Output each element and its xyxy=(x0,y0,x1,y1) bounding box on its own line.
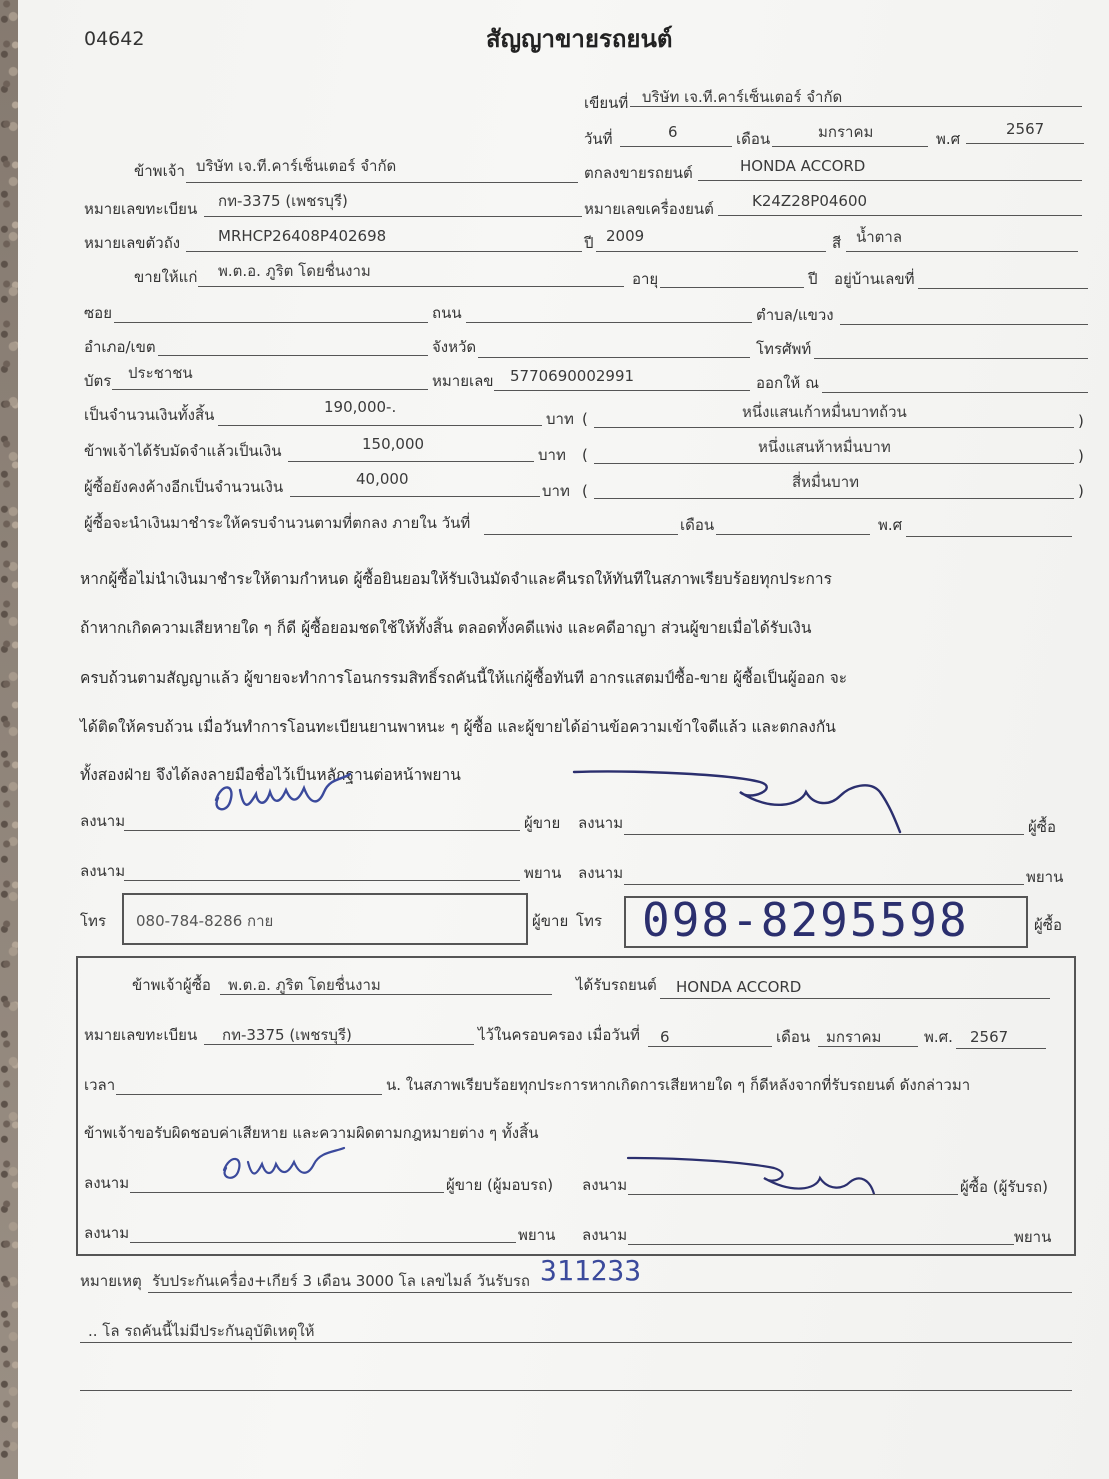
receipt-month-line xyxy=(818,1046,918,1047)
seller-phone-suffix: ผู้ขาย xyxy=(532,912,569,930)
province-label: จังหวัด xyxy=(432,338,477,356)
seller-label: ข้าพเจ้า xyxy=(134,162,185,180)
remarks-line-3 xyxy=(80,1390,1072,1391)
day-line xyxy=(620,146,732,147)
total-line xyxy=(218,425,542,426)
agree-sell-label: ตกลงขายรถยนต์ xyxy=(584,164,693,182)
terms-line-5: ทั้งสองฝ่าย จึงได้ลงลายมือชื่อไว้เป็นหลักฐานต่อหน้าพยาน xyxy=(80,766,461,784)
plate-label: หมายเลขทะเบียน xyxy=(84,200,198,218)
sign-label-witness-2: ลงนาม xyxy=(578,864,624,882)
road-label: ถนน xyxy=(432,304,462,322)
plate-value: กท-3375 (เพชรบุรี) xyxy=(218,192,348,210)
witness-2-label: พยาน xyxy=(1026,868,1064,886)
due-month-label: เดือน xyxy=(680,516,715,534)
deposit-close-paren: ) xyxy=(1078,447,1084,465)
remaining-value: 40,000 xyxy=(356,470,409,488)
deposit-open-paren: ( xyxy=(582,446,588,464)
card-type-line xyxy=(112,389,428,390)
color-line xyxy=(846,251,1078,252)
receipt-sign-label-seller: ลงนาม xyxy=(84,1174,130,1192)
receipt-buyer-sign-line xyxy=(628,1194,958,1195)
remarks-label: หมายเหตุ xyxy=(80,1272,142,1290)
engine-value: K24Z28P04600 xyxy=(752,192,868,210)
address-label: อยู่บ้านเลขที่ xyxy=(834,270,915,288)
phone-label: โทรศัพท์ xyxy=(756,340,812,358)
total-words: หนึ่งแสนเก้าหมื่นบาทถ้วน xyxy=(742,403,907,421)
month-line xyxy=(772,146,928,147)
date-label: วันที่ xyxy=(584,130,613,148)
sign-label-buyer: ลงนาม xyxy=(578,814,624,832)
issued-at-label: ออกให้ ณ xyxy=(756,374,819,392)
month-value: มกราคม xyxy=(818,123,874,141)
due-month-line xyxy=(716,534,870,535)
total-baht-label: บาท xyxy=(546,410,574,428)
receipt-seller-role: ผู้ขาย (ผู้มอบรถ) xyxy=(446,1176,554,1194)
terms-line-3: ครบถ้วนตามสัญญาแล้ว ผู้ขายจะทำการโอนกรรมสิทธิ์รถคันนี้ให้แก่ผู้ซื้อทันที อากรแสตมป์ซื้อ-ขาย ผู้ซื้อเป็นผู้ออก จะ xyxy=(80,669,848,687)
remaining-close-paren: ) xyxy=(1078,482,1084,500)
issued-at-line xyxy=(822,392,1088,393)
address-line xyxy=(918,288,1088,289)
total-words-line xyxy=(594,427,1074,428)
witness-1-label: พยาน xyxy=(524,864,562,882)
buyer-name-line xyxy=(198,286,624,287)
plate-line xyxy=(204,216,582,217)
receipt-car: HONDA ACCORD xyxy=(676,978,802,996)
color-label: สี xyxy=(832,234,842,252)
receipt-buyer-name: พ.ต.อ. ภูริต โดยชื่นงาม xyxy=(228,976,381,994)
year-label: พ.ศ xyxy=(936,130,961,148)
year-line xyxy=(966,143,1084,144)
receipt-day: 6 xyxy=(660,1028,670,1046)
district-line xyxy=(158,355,428,356)
written-at-label: เขียนที่ xyxy=(584,94,629,112)
receipt-car-line xyxy=(660,998,1050,999)
terms-line-2: ถ้าหากเกิดความเสียหายใด ๆ ก็ดี ผู้ซื้อยอมชดใช้ให้ทั้งสิ้น ตลอดทั้งคดีแพ่ง และคดีอาญา ส่วนผู้ขายเมื่อได้รับเงิน xyxy=(80,619,812,637)
remarks-line-1 xyxy=(148,1292,1072,1293)
deposit-label: ข้าพเจ้าได้รับมัดจำแล้วเป็นเงิน xyxy=(84,442,282,460)
buyer-phone-label: โทร xyxy=(576,912,603,930)
witness-2-line xyxy=(624,884,1024,885)
car-line xyxy=(698,180,1082,181)
receipt-month: มกราคม xyxy=(826,1028,882,1046)
receipt-buyer-signature-mark xyxy=(624,1150,884,1206)
due-year-line xyxy=(906,536,1072,537)
sign-label-seller: ลงนาม xyxy=(80,812,126,830)
remaining-baht-label: บาท xyxy=(542,482,570,500)
buyer-role-label: ผู้ซื้อ xyxy=(1028,818,1056,836)
terms-line-4: ได้ติดให้ครบถ้วน เมื่อวันทำการโอนทะเบียนยานพาหนะ ๆ ผู้ซื้อ และผู้ขายได้อ่านข้อความเข้าใจดีแล้ว และตกลงกัน xyxy=(80,718,836,736)
receipt-sign-label-witness-2: ลงนาม xyxy=(582,1226,628,1244)
year-value: 2567 xyxy=(1006,120,1045,138)
receipt-received-label: ได้รับรถยนต์ xyxy=(576,976,657,994)
color-value: น้ำตาล xyxy=(856,228,903,246)
receipt-condition-text: น. ในสภาพเรียบร้อยทุกประการหากเกิดการเสียหายใด ๆ ก็ดีหลังจากที่รับรถยนต์ ดังกล่าวมา xyxy=(386,1076,971,1094)
receipt-witness-1-label: พยาน xyxy=(518,1226,556,1244)
vehicle-year-value: 2009 xyxy=(606,227,645,245)
receipt-sign-label-witness-1: ลงนาม xyxy=(84,1224,130,1242)
due-day-line xyxy=(484,534,678,535)
deposit-words: หนึ่งแสนห้าหมื่นบาท xyxy=(758,438,891,456)
receipt-month-label: เดือน xyxy=(776,1028,811,1046)
subdistrict-label: ตำบล/แขวง xyxy=(756,306,834,324)
buyer-name: พ.ต.อ. ภูริต โดยชื่นงาม xyxy=(218,262,371,280)
written-at-value: บริษัท เจ.ที.คาร์เซ็นเตอร์ จำกัด xyxy=(642,88,843,106)
remaining-words: สี่หมื่นบาท xyxy=(792,473,860,491)
receipt-seller-sign-line xyxy=(130,1192,444,1193)
day-value: 6 xyxy=(668,123,678,141)
sign-label-witness-1: ลงนาม xyxy=(80,862,126,880)
province-line xyxy=(478,357,750,358)
terms-line-1: หากผู้ซื้อไม่นำเงินมาชำระให้ตามกำหนด ผู้ซื้อยินยอมให้รับเงินมัดจำและคืนรถให้ทันทีในสภาพเรียบร้อยทุกประการ xyxy=(80,570,832,588)
total-open-paren: ( xyxy=(582,410,588,428)
phone-label: โทร xyxy=(80,912,107,930)
car-model: HONDA ACCORD xyxy=(740,157,866,175)
receipt-witness-2-line xyxy=(628,1244,1014,1245)
seller-name: บริษัท เจ.ที.คาร์เซ็นเตอร์ จำกัด xyxy=(196,157,397,175)
remaining-label: ผู้ซื้อยังคงค้างอีกเป็นจำนวนเงิน xyxy=(84,478,284,496)
district-label: อำเภอ/เขต xyxy=(84,338,156,356)
receipt-year-label: พ.ศ. xyxy=(924,1028,953,1046)
receipt-section xyxy=(76,956,1076,1256)
receipt-witness-2-label: พยาน xyxy=(1014,1228,1052,1246)
chassis-line xyxy=(186,251,582,252)
phone-line xyxy=(814,358,1088,359)
chassis-value: MRHCP26408P402698 xyxy=(218,227,387,245)
document-number: 04642 xyxy=(84,28,145,50)
document-title: สัญญาขายรถยนต์ xyxy=(486,25,673,53)
due-label: ผู้ซื้อจะนำเงินมาชำระให้ครบจำนวนตามที่ตกลง ภายใน วันที่ xyxy=(84,514,471,532)
witness-1-line xyxy=(124,880,520,881)
age-line xyxy=(660,287,804,288)
age-label: อายุ xyxy=(632,270,659,288)
receipt-possession-label: ไว้ในครอบครอง เมื่อวันที่ xyxy=(478,1026,640,1044)
receipt-seller-signature-mark xyxy=(210,1144,360,1194)
deposit-line xyxy=(288,461,534,462)
receipt-plate-line xyxy=(204,1044,474,1045)
total-value: 190,000-. xyxy=(324,398,397,416)
engine-label: หมายเลขเครื่องยนต์ xyxy=(584,200,714,218)
receipt-buyer-line xyxy=(220,994,552,995)
buyer-phone: 098-8295598 xyxy=(642,893,969,947)
receipt-buyer-label: ข้าพเจ้าผู้ซื้อ xyxy=(132,976,211,994)
receipt-time-label: เวลา xyxy=(84,1076,116,1094)
total-label: เป็นจำนวนเงินทั้งสิ้น xyxy=(84,406,215,424)
remarks-mileage: 311233 xyxy=(540,1254,642,1287)
engine-line xyxy=(718,215,1082,216)
remaining-open-paren: ( xyxy=(582,482,588,500)
age-year-label: ปี xyxy=(808,270,818,288)
subdistrict-line xyxy=(840,324,1088,325)
due-year-label: พ.ศ xyxy=(878,516,903,534)
soi-line xyxy=(114,322,428,323)
deposit-words-line xyxy=(594,463,1074,464)
road-line xyxy=(466,322,752,323)
receipt-day-line xyxy=(648,1046,772,1047)
soi-label: ซอย xyxy=(84,304,112,322)
receipt-year-line xyxy=(956,1048,1046,1049)
card-number-label: หมายเลข xyxy=(432,372,494,390)
card-label: บัตร xyxy=(84,372,112,390)
receipt-plate: กท-3375 (เพชรบุรี) xyxy=(222,1026,352,1044)
receipt-responsibility: ข้าพเจ้าขอรับผิดชอบค่าเสียหาย และความผิดตามกฎหมายต่าง ๆ ทั้งสิ้น xyxy=(84,1124,539,1142)
sell-to-label: ขายให้แก่ xyxy=(134,268,198,286)
receipt-plate-label: หมายเลขทะเบียน xyxy=(84,1026,198,1044)
seller-line xyxy=(186,182,578,183)
buyer-phone-suffix: ผู้ซื้อ xyxy=(1034,916,1062,934)
vehicle-year-line xyxy=(596,251,826,252)
chassis-label: หมายเลขตัวถัง xyxy=(84,234,181,252)
receipt-time-line xyxy=(116,1094,382,1095)
deposit-baht-label: บาท xyxy=(538,446,566,464)
card-number-line xyxy=(494,390,750,391)
deposit-value: 150,000 xyxy=(362,435,425,453)
seller-sign-line xyxy=(124,830,520,831)
remarks-text-2: .. โล รถคันนี้ไม่มีประกันอุบัติเหตุให้ xyxy=(88,1322,315,1340)
seller-role-label: ผู้ขาย xyxy=(524,814,561,832)
buyer-sign-line xyxy=(624,834,1024,835)
written-at-line xyxy=(630,106,1082,107)
seller-signature-mark xyxy=(200,770,360,830)
remarks-line-2 xyxy=(80,1342,1072,1343)
receipt-sign-label-buyer: ลงนาม xyxy=(582,1176,628,1194)
remaining-line xyxy=(290,496,540,497)
remarks-text-1: รับประกันเครื่อง+เกียร์ 3 เดือน 3000 โล เลขไมล์ วันรับรถ xyxy=(152,1272,531,1290)
seller-phone: 080-784-8286 กาย xyxy=(136,912,274,930)
card-type-value: ประชาชน xyxy=(128,364,193,382)
receipt-buyer-role: ผู้ซื้อ (ผู้รับรถ) xyxy=(960,1178,1048,1196)
remaining-words-line xyxy=(594,498,1074,499)
receipt-witness-1-line xyxy=(130,1242,516,1243)
vehicle-year-label: ปี xyxy=(584,234,594,252)
total-close-paren: ) xyxy=(1078,412,1084,430)
receipt-year: 2567 xyxy=(970,1028,1009,1046)
month-label: เดือน xyxy=(736,130,771,148)
card-number-value: 5770690002991 xyxy=(510,367,635,385)
